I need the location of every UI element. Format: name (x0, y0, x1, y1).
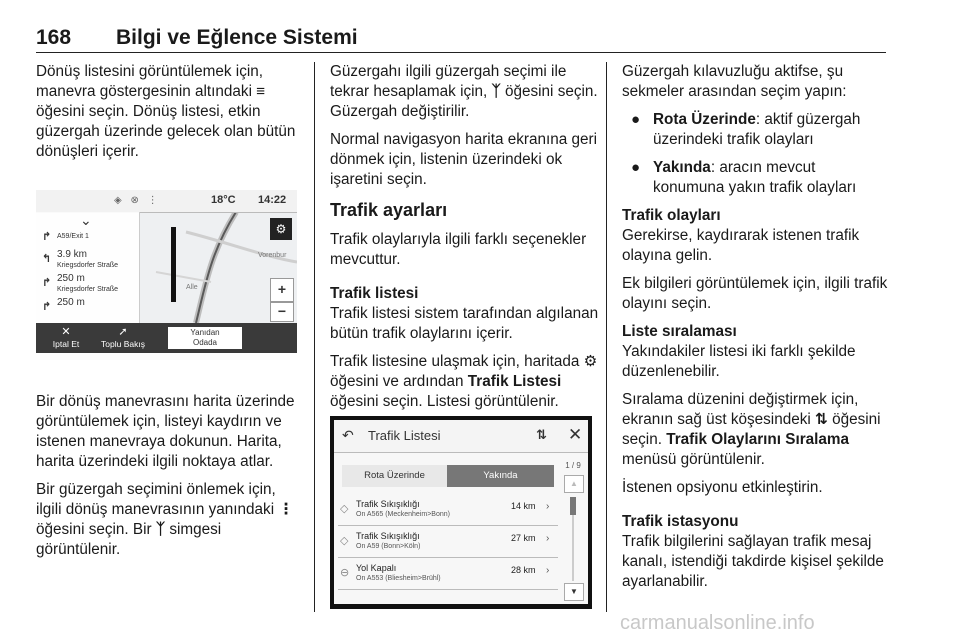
next-direction-button[interactable]: Yanıdan Odada (168, 327, 242, 349)
subheading: Trafik istasyonu (622, 513, 739, 530)
overview-button[interactable]: ➚ Toplu Bakış (92, 323, 154, 353)
column-divider (314, 62, 315, 612)
list-item: ● Yakında: aracın mevcut konumuna yakın trafik olayları (631, 159, 857, 196)
traffic-jam-icon: ◇ (340, 503, 349, 515)
close-icon[interactable]: ✕ (568, 425, 583, 444)
sort-icon: ⇅ (815, 411, 828, 428)
paragraph: Trafik listesine ulaşmak için, haritada ⚙ öğesini ve ardından Trafik Listesi öğesini seçin. Listesi görüntülenir. (330, 353, 598, 410)
paragraph: Dönüş listesini görüntülemek için, manevra göstergesinin altındaki ≡ öğesini seçin. Dönüş listesi, etkin güzergah üzerinde gelecek olan bütün dönüşleri içerir. (36, 63, 296, 160)
route-marker (171, 227, 176, 302)
list-item[interactable]: ⊖ Yol Kapalı On A553 (Bliesheim>Brühl) 28 km › (338, 559, 558, 590)
page-number: 168 (36, 26, 72, 49)
bullet-icon: ● (631, 159, 641, 176)
close-icon: ✕ (61, 326, 71, 338)
traffic-body (334, 453, 588, 604)
header-rule (36, 52, 886, 53)
turn-arrow-icon: ↰ (42, 253, 52, 265)
page-title: Bilgi ve Eğlence Sistemi (116, 26, 358, 49)
chevron-down-icon[interactable]: ⌄ (80, 212, 92, 228)
more-vertical-icon: ⋮ (278, 501, 294, 518)
gear-icon[interactable]: ⚙ (270, 218, 292, 240)
chevron-right-icon: › (546, 501, 550, 512)
list-icon: ≡ (256, 83, 266, 100)
column-1 (36, 62, 298, 170)
turn-arrow-icon: ↱ (42, 277, 52, 289)
scrollbar[interactable] (562, 461, 584, 601)
tab-nearby[interactable]: Yakında (447, 465, 554, 487)
status-icons: ◈ ⊗ ⋮ (114, 195, 161, 206)
traffic-title: Trafik Listesi (368, 428, 441, 443)
page-indicator: 1 / 9 (565, 461, 581, 470)
road-closed-icon: ⊖ (340, 567, 350, 579)
paragraph: İstenen opsiyonu etkinleştirin. (622, 479, 823, 496)
tab-route[interactable]: Rota Üzerinde (342, 465, 447, 487)
back-icon[interactable]: ↶ (342, 427, 354, 443)
page-header (36, 22, 886, 52)
column-3 (622, 62, 888, 600)
cancel-button[interactable]: ✕ Iptal Et (42, 323, 90, 353)
avoid-route-icon: ᛉ (155, 521, 166, 538)
subheading: Trafik olayları (622, 207, 721, 224)
paragraph: Güzergah kılavuzluğu aktifse, şu sekmeler arasından seçim yapın: (622, 63, 847, 100)
paragraph: Yakındakiler listesi iki farklı şekilde düzenlenebilir. (622, 343, 856, 380)
subheading: Trafik listesi (330, 285, 419, 302)
paragraph: Trafik olaylarıyla ilgili farklı seçenekler mevcuttur. (330, 231, 587, 268)
traffic-list-screenshot (330, 416, 592, 609)
paragraph: Bir dönüş manevrasını harita üzerinde görüntülemek için, listeyi kaydırın ve istenen manevraya dokunun. Harita, harita üzerindeki ilgili noktaya atlar. (36, 393, 295, 470)
column-1-lower (36, 392, 298, 568)
watermark: carmanualsonline.info (620, 612, 815, 634)
turn-item[interactable]: ↱ 250 m Kriegsdorfer Straße (42, 273, 119, 293)
turn-item[interactable]: ↱ 250 m (42, 297, 85, 313)
avoid-route-icon: ᛉ (491, 83, 501, 100)
turn-arrow-icon: ↱ (42, 301, 52, 313)
paragraph: Sıralama düzenini değiştirmek için, ekranın sağ üst köşesindeki ⇅ öğesini seçin. Trafik Olaylarını Sıralama menüsü görüntülenir. (622, 391, 881, 468)
chevron-right-icon: › (546, 565, 550, 576)
turn-item[interactable]: ↱ A59/Exit 1 (42, 231, 89, 243)
scroll-up-button[interactable]: ▲ (564, 475, 584, 493)
zoom-out-button[interactable]: − (270, 302, 294, 322)
overview-icon: ➚ (118, 326, 128, 338)
paragraph: Trafik bilgilerini sağlayan trafik mesaj kanalı, istendiği takdirde kişisel şekilde ayarlanabilir. (622, 533, 884, 590)
paragraph: Normal navigasyon harita ekranına geri dönmek için, listenin üzerindeki ok işaretini seçin. (330, 131, 597, 188)
list-item[interactable]: ◇ Trafik Sıkışıklığı On A565 (Meckenheim>Bonn) 14 km › (338, 495, 558, 526)
traffic-jam-icon: ◇ (340, 535, 349, 547)
paragraph: Trafik listesi sistem tarafından algılanan bütün trafik olaylarını içerir. (330, 305, 599, 342)
paragraph: Ek bilgileri görüntülemek için, ilgili trafik olayını seçin. (622, 275, 888, 312)
navigation-map-screenshot (36, 190, 297, 353)
temperature: 18°C (211, 194, 236, 206)
column-2 (330, 62, 600, 420)
paragraph: Güzergahı ilgili güzergah seçimi ile tekrar hesaplamak için, ᛉ öğesini seçin. Güzergah değiştirilir. (330, 63, 598, 120)
bullet-icon: ● (631, 111, 641, 128)
sort-icon[interactable]: ⇅ (536, 427, 547, 442)
zoom-in-button[interactable]: + (270, 278, 294, 302)
section-heading: Trafik ayarları (330, 200, 448, 220)
bullet-list (622, 110, 888, 198)
map-bottom-bar (36, 323, 297, 353)
settings-icon: ⚙ (583, 353, 598, 370)
turn-item[interactable]: ↰ 3.9 km Kriegsdorfer Straße (42, 249, 119, 269)
scroll-down-button[interactable]: ▼ (564, 583, 584, 601)
list-item: ● Rota Üzerinde: aktif güzergah üzerindeki trafik olayları (631, 111, 861, 148)
turn-arrow-icon: ↱ (42, 231, 52, 243)
list-item[interactable]: ◇ Trafik Sıkışıklığı On A59 (Bonn>Köln) 27 km › (338, 527, 558, 558)
clock: 14:22 (258, 194, 287, 206)
subheading: Liste sıralaması (622, 323, 737, 340)
paragraph: Gerekirse, kaydırarak istenen trafik olayına gelin. (622, 227, 860, 264)
status-bar (36, 190, 297, 213)
map-area: Vorenbur Alle (36, 212, 297, 323)
chevron-right-icon: › (546, 533, 550, 544)
turn-list-panel[interactable] (36, 212, 140, 323)
traffic-header (334, 420, 588, 453)
paragraph: Bir güzergah seçimini önlemek için, ilgili dönüş manevrasının yanındaki ⋮ öğesini seçin. Bir ᛉ simgesi görüntülenir. (36, 481, 294, 558)
scroll-thumb[interactable] (570, 497, 576, 515)
column-divider (606, 62, 607, 612)
